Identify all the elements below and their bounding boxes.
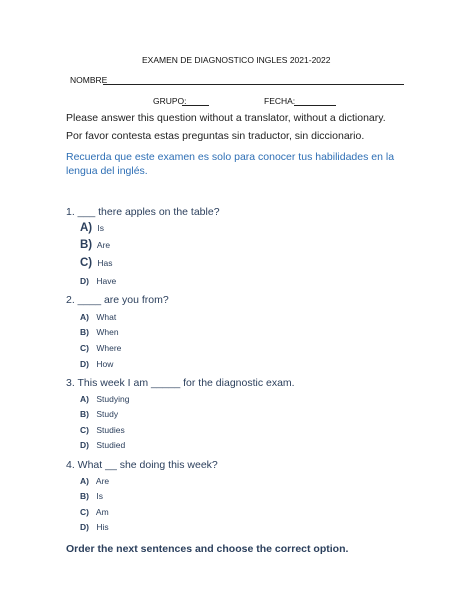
question-3-option-c <box>80 425 125 435</box>
option-letter: C) <box>80 257 93 269</box>
option-text: Am <box>95 507 109 517</box>
option-letter: A) <box>80 476 89 486</box>
instruction-note: Recuerda que este examen es solo para conocer tus habilidades en la lengua del inglés. <box>66 151 395 177</box>
option-text: Are <box>96 240 111 250</box>
instruction-spanish: Por favor contesta estas preguntas sin traductor, sin diccionario. <box>66 130 365 142</box>
option-text: Has <box>97 258 113 268</box>
option-letter: A) <box>80 312 89 322</box>
question-1-option-a <box>80 222 104 234</box>
grupo-label: GRUPO: <box>153 96 187 106</box>
question-2-option-d <box>80 359 113 369</box>
option-letter: B) <box>80 327 89 337</box>
question-1-option-b <box>80 239 110 251</box>
question-2-option-b <box>80 327 119 337</box>
question-3-option-d <box>80 440 125 450</box>
option-letter: B) <box>80 239 93 251</box>
option-text: Studied <box>96 440 126 450</box>
option-text: How <box>96 359 114 369</box>
question-1-option-c <box>80 257 113 269</box>
option-letter: C) <box>80 425 89 435</box>
fecha-label: FECHA: <box>264 96 296 106</box>
question-3-option-b <box>80 409 118 419</box>
option-letter: D) <box>80 522 89 532</box>
option-text: Have <box>96 276 117 286</box>
option-letter: A) <box>80 222 93 234</box>
option-letter: C) <box>80 507 89 517</box>
option-letter: D) <box>80 440 89 450</box>
instruction-english: Please answer this question without a translator, without a dictionary. <box>66 112 386 124</box>
option-text: What <box>96 312 117 322</box>
question-3: 3. This week I am _____ for the diagnostic exam. <box>66 377 295 389</box>
option-letter: D) <box>80 276 89 286</box>
option-text: Where <box>96 343 122 353</box>
question-2-option-c <box>80 343 121 353</box>
option-letter: B) <box>80 409 89 419</box>
question-4: 4. What __ she doing this week? <box>66 459 218 471</box>
question-2: 2. ____ are you from? <box>66 294 169 306</box>
fecha-line <box>294 105 336 106</box>
option-letter: B) <box>80 491 89 501</box>
question-3-option-a <box>80 394 129 404</box>
question-4-option-b <box>80 491 103 501</box>
nombre-line <box>103 84 404 85</box>
option-text: His <box>96 522 109 532</box>
question-1: 1. ___ there apples on the table? <box>66 206 220 218</box>
option-text: Is <box>96 491 103 501</box>
option-text: Studies <box>96 425 125 435</box>
exam-title: EXAMEN DE DIAGNOSTICO INGLES 2021-2022 <box>142 55 331 65</box>
option-text: Are <box>95 476 110 486</box>
question-2-option-a <box>80 312 116 322</box>
nombre-label: NOMBRE <box>70 75 108 85</box>
order-sentences-heading: Order the next sentences and choose the correct option. <box>66 543 349 555</box>
question-4-option-d <box>80 522 109 532</box>
option-text: Is <box>97 223 104 233</box>
option-text: When <box>96 327 119 337</box>
question-4-option-c <box>80 507 109 517</box>
option-letter: C) <box>80 343 89 353</box>
option-text: Study <box>96 409 119 419</box>
grupo-line <box>182 105 209 106</box>
option-letter: D) <box>80 359 89 369</box>
question-4-option-a <box>80 476 109 486</box>
option-text: Studying <box>96 394 130 404</box>
question-1-option-d <box>80 276 116 286</box>
option-letter: A) <box>80 394 89 404</box>
